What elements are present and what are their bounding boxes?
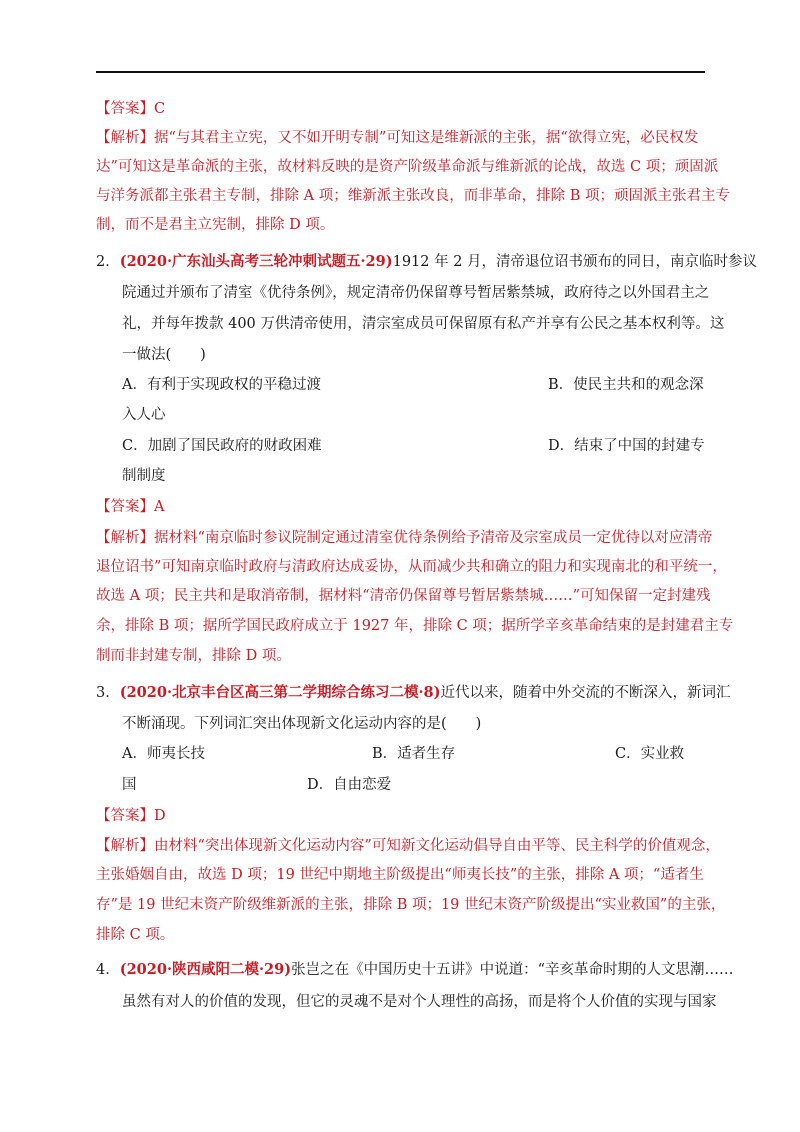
q3-analysis-line: 存”是 19 世纪末资产阶级维新派的主张，排除 B 项；19 世纪末资产阶级提出“实业救国”的主张， xyxy=(96,897,726,913)
q2-stem-line: 礼，并每年拨款 400 万供清帝使用，清宗室成员可保留原有私产并享有公民之基本权利等。这 xyxy=(122,316,725,332)
q2-option-b-continued: 入人心 xyxy=(122,407,166,423)
q3-option-a[interactable]: A．师夷长技 xyxy=(122,746,205,762)
q4-number: 4． xyxy=(96,962,120,978)
q3-number: 3． xyxy=(96,685,120,701)
q3-stem-line: 不断涌现。下列词汇突出体现新文化运动内容的是( ) xyxy=(122,716,482,732)
q2-analysis-line: 【解析】据材料“南京临时参议院制定通过清室优待条例给予清帝及宗室成员一定优待以对应清帝 xyxy=(96,530,713,546)
q4-source: (2020·陕西咸阳二模·29) xyxy=(119,961,292,978)
q2-analysis-line: 余，排除 B 项；据所学国民政府成立于 1927 年，排除 C 项；据所学辛亥革命结束的是封建君主专 xyxy=(96,618,734,634)
q3-source: (2020·北京丰台区高三第二学期综合练习二模·8) xyxy=(119,684,441,701)
q2-analysis-line: 故选 A 项；民主共和是取消帝制，据材料“清帝仍保留尊号暂居紫禁城……”可知保留一定封建残 xyxy=(96,588,711,604)
q4-stem-first: 张岂之在《中国历史十五讲》中说道：“辛亥革命时期的人文思潮…… xyxy=(291,962,734,978)
q2-option-b[interactable]: B．使民主共和的观念深 xyxy=(548,377,704,393)
q4-stem-first-line xyxy=(96,960,734,980)
q1-analysis-line: 与洋务派都主张君主专制，排除 A 项；维新派主张改良，而非革命，排除 B 项；顽固派主张君主专 xyxy=(96,188,731,204)
q2-option-c[interactable]: C．加剧了国民政府的财政困难 xyxy=(122,438,322,454)
q3-stem-first-line xyxy=(96,683,731,703)
q2-option-a[interactable]: A．有利于实现政权的平稳过渡 xyxy=(122,377,321,393)
q1-analysis-line: 【解析】据“与其君主立宪，又不如开明专制”可知这是维新派的主张，据“欲得立宪，必民权发 xyxy=(96,130,699,146)
q2-analysis-line: 制而非封建专制，排除 D 项。 xyxy=(96,648,291,664)
q2-stem-line: 一做法( ) xyxy=(122,347,206,363)
q2-analysis-line: 退位诏书”可知南京临时政府与清政府达成妥协，从而减少共和确立的阻力和实现南北的和平统一， xyxy=(96,559,727,575)
q2-stem-line: 院通过并颁布了清室《优待条例》，规定清帝仍保留尊号暂居紫禁城，政府待之以外国君主之 xyxy=(122,285,710,301)
q2-source: (2020·广东汕头高考三轮冲刺试题五·29) xyxy=(119,253,393,270)
q3-analysis-line: 排除 C 项。 xyxy=(96,927,175,943)
q1-analysis-line: 达”可知这是革命派的主张，故材料反映的是资产阶级革命派与维新派的论战，故选 C 项；顽固派 xyxy=(96,159,719,175)
q3-analysis-line: 【解析】由材料“突出体现新文化运动内容”可知新文化运动倡导自由平等、民主科学的价值观念， xyxy=(96,838,720,854)
q4-stem-line: 虽然有对人的价值的发现，但它的灵魂不是对个人理性的高扬，而是将个人价值的实现与国家 xyxy=(122,994,717,1010)
q2-stem-first: 1912 年 2 月，清帝退位诏书颁布的同日，南京临时参议 xyxy=(392,254,758,270)
q3-stem-first: 近代以来，随着中外交流的不断深入，新词汇 xyxy=(440,685,731,701)
q3-answer: 【答案】D xyxy=(96,808,166,824)
q3-option-c[interactable]: C．实业救 xyxy=(615,746,685,762)
q2-stem-first-line xyxy=(96,252,757,272)
q1-analysis-line: 制，而不是君主立宪制，排除 D 项。 xyxy=(96,217,335,233)
q3-option-d[interactable]: D．自由恋爱 xyxy=(307,777,392,793)
q3-option-c-continued: 国 xyxy=(122,777,137,793)
q2-number: 2． xyxy=(96,254,120,270)
q3-option-b[interactable]: B．适者生存 xyxy=(372,746,456,762)
q2-option-d-continued: 制制度 xyxy=(122,468,166,484)
q3-analysis-line: 主张婚姻自由，故选 D 项；19 世纪中期地主阶级提出“师夷长技”的主张，排除 A 项；“适者生 xyxy=(96,867,704,883)
q2-answer: 【答案】A xyxy=(96,499,165,515)
q2-option-d[interactable]: D．结束了中国的封建专 xyxy=(548,438,705,454)
q1-answer: 【答案】C xyxy=(96,101,166,117)
header-rule xyxy=(96,71,705,73)
